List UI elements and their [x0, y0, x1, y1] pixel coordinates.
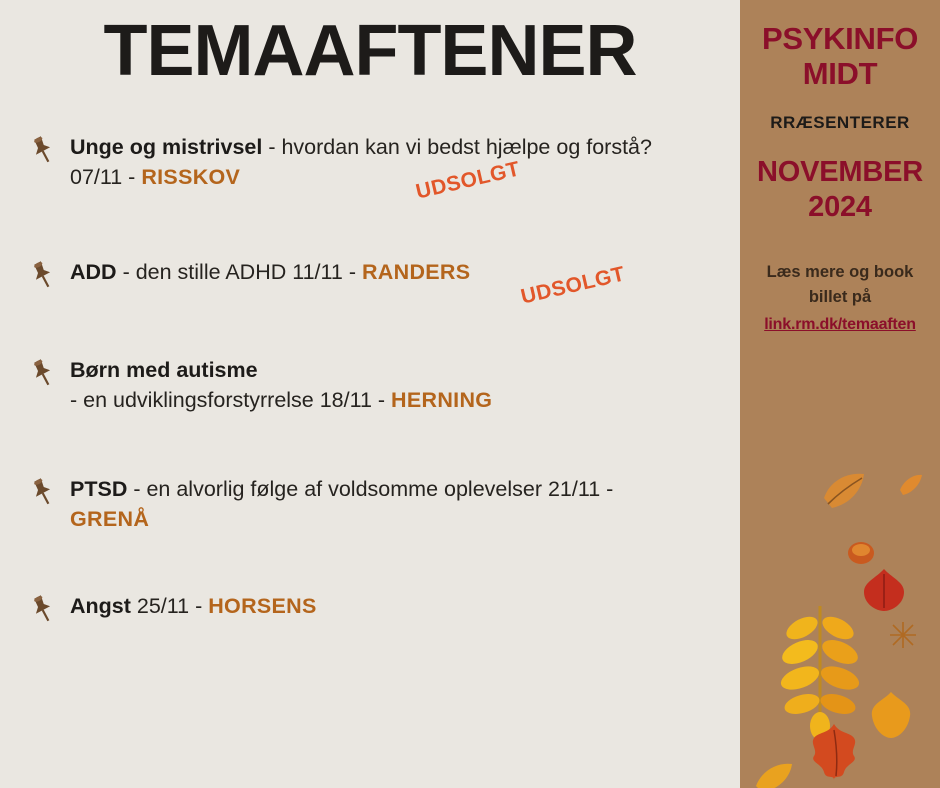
- date-block: [750, 155, 930, 223]
- event-city: HERNING: [391, 388, 493, 413]
- event-text: [70, 257, 628, 309]
- event-desc: - en alvorlig følge af voldsomme oplevelser 21/11 -: [127, 476, 614, 501]
- leaf-icon: [820, 468, 870, 512]
- pushpin-icon: [26, 474, 70, 510]
- page-title: TEMAAFTENER: [103, 11, 637, 91]
- pushpin-icon: [26, 591, 70, 627]
- event-desc: 25/11 -: [130, 593, 209, 618]
- event-city: RANDERS: [361, 259, 471, 284]
- year-label: 2024: [808, 190, 872, 223]
- leaf-icon: [754, 760, 794, 788]
- leaf-icon: [888, 620, 918, 650]
- event-text: [70, 591, 317, 622]
- event-title: ADD: [70, 259, 117, 284]
- event-text: [70, 355, 492, 416]
- leaf-icon: [774, 600, 866, 740]
- event-desc: - en udviklingsforstyrrelse 18/11 -: [70, 388, 392, 413]
- event-desc: - den stille ADHD 11/11 -: [116, 259, 362, 284]
- event-title: PTSD: [70, 476, 128, 501]
- leaf-icon: [844, 536, 878, 570]
- event-title: Børn med autisme: [70, 357, 258, 382]
- leaf-icon: [898, 472, 924, 498]
- pushpin-icon: [26, 257, 70, 293]
- event-text: [70, 474, 690, 535]
- event-desc: - hvordan kan vi bedst hjælpe og forstå? 07/11 -: [70, 134, 652, 190]
- event-title: Unge og mistrivsel: [70, 134, 263, 159]
- booking-line-1: Læs mere og book: [766, 262, 914, 281]
- status-badge: UDSOLGT: [518, 261, 628, 309]
- list-item[interactable]: [26, 355, 740, 416]
- presents-label: RRÆSENTERER: [770, 113, 910, 133]
- brand-line-1: PSYKINFO: [761, 21, 919, 56]
- status-badge: UDSOLGT: [413, 156, 523, 204]
- list-item[interactable]: [26, 257, 740, 309]
- booking-line-2: billet på: [808, 287, 872, 306]
- brand-line-2: MIDT: [802, 55, 878, 91]
- booking-info: [750, 260, 930, 338]
- event-city: RISSKOV: [141, 165, 241, 190]
- pushpin-icon: [26, 132, 70, 168]
- list-item[interactable]: [26, 474, 740, 535]
- leaf-icon: [860, 566, 908, 614]
- event-list: [0, 132, 740, 631]
- month-label: NOVEMBER: [757, 156, 923, 189]
- booking-link[interactable]: link.rm.dk/temaaften: [764, 316, 916, 334]
- leaf-icon: [802, 720, 866, 784]
- leaf-icon: [868, 690, 914, 740]
- brand-name: [750, 22, 930, 91]
- event-city: HORSENS: [208, 593, 317, 618]
- sidebar: [740, 0, 940, 788]
- pushpin-icon: [26, 355, 70, 391]
- list-item[interactable]: [26, 132, 740, 204]
- event-title: Angst: [70, 593, 131, 618]
- event-city: GRENÅ: [70, 507, 150, 532]
- list-item[interactable]: [26, 591, 740, 631]
- event-text: [70, 132, 690, 204]
